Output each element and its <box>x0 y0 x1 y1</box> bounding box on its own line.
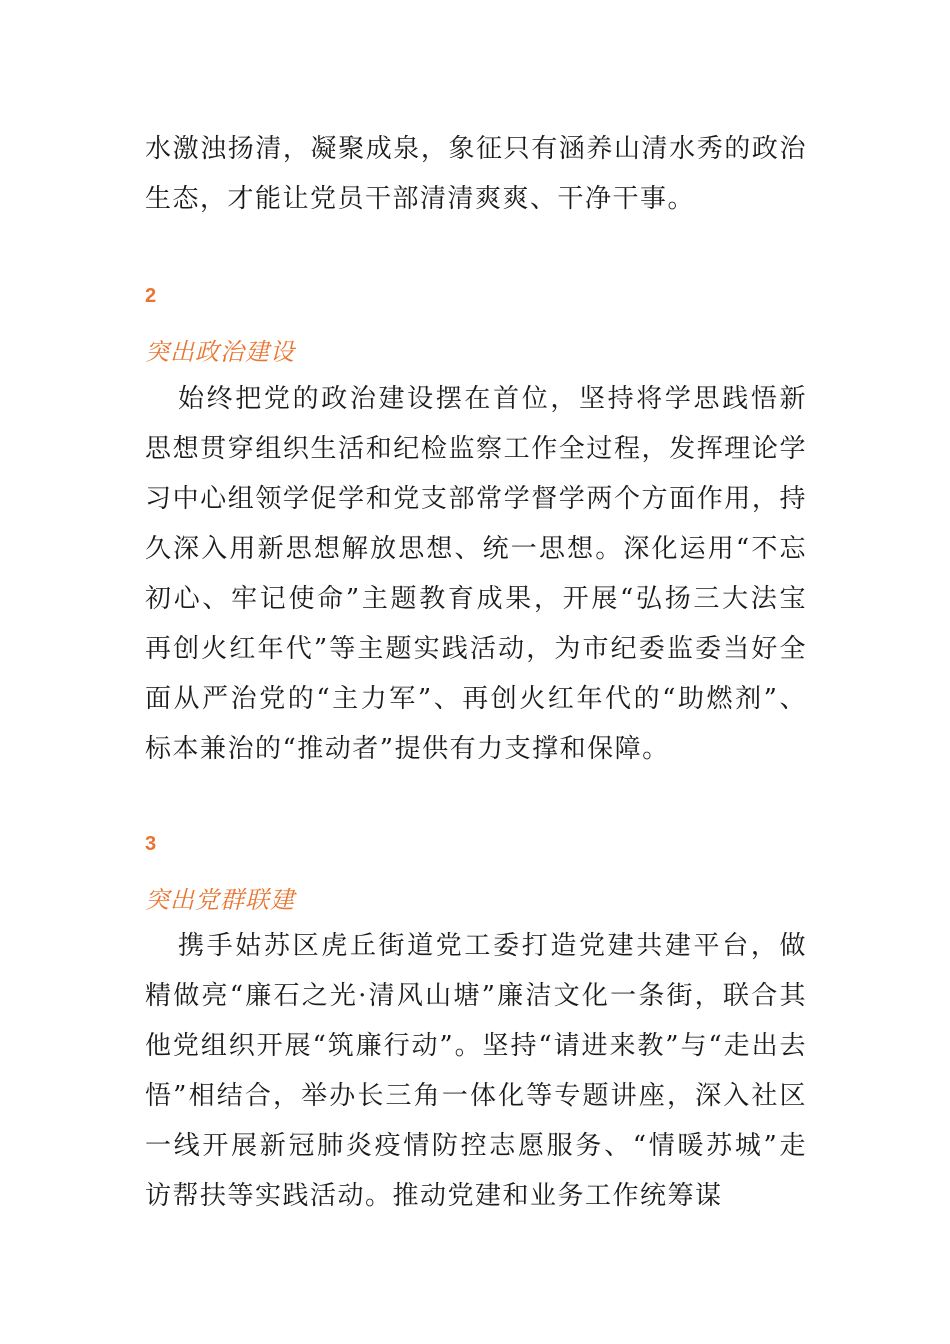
section-title: 突出党群联建 <box>145 886 295 914</box>
section-body: 始终把党的政治建设摆在首位，坚持将学思践悟新思想贯穿组织生活和纪检监察工作全过程，发挥理论学习中心组领学促学和党支部常学督学两个方面作用，持久深入用新思想解放思想、统一思想。深化运用“不忘初心、牢记使命”主题教育成果，开展“弘扬三大法宝 再创火红年代”等主题实践活动，为市纪委监委当好全面从严治党的“主力军”、再创火红年代的“助燃剂”、标本兼治的“推动者”提供有力支撑和保障。 <box>145 384 807 764</box>
intro-paragraph: 水激浊扬清，凝聚成泉，象征只有涵养山清水秀的政治生态，才能让党员干部清清爽爽、干净干事。 <box>145 134 807 214</box>
section-title: 突出政治建设 <box>145 338 295 366</box>
section-number: 2 <box>145 285 157 307</box>
section-number: 3 <box>145 833 157 855</box>
section-body: 携手姑苏区虎丘街道党工委打造党建共建平台，做精做亮“廉石之光·清风山塘”廉洁文化一条街，联合其他党组织开展“筑廉行动”。坚持“请进来教”与“走出去悟”相结合，举办长三角一体化等专题讲座，深入社区一线开展新冠肺炎疫情防控志愿服务、“情暖苏城”走访帮扶等实践活动。推动党建和业务工作统筹谋 <box>145 931 807 1211</box>
